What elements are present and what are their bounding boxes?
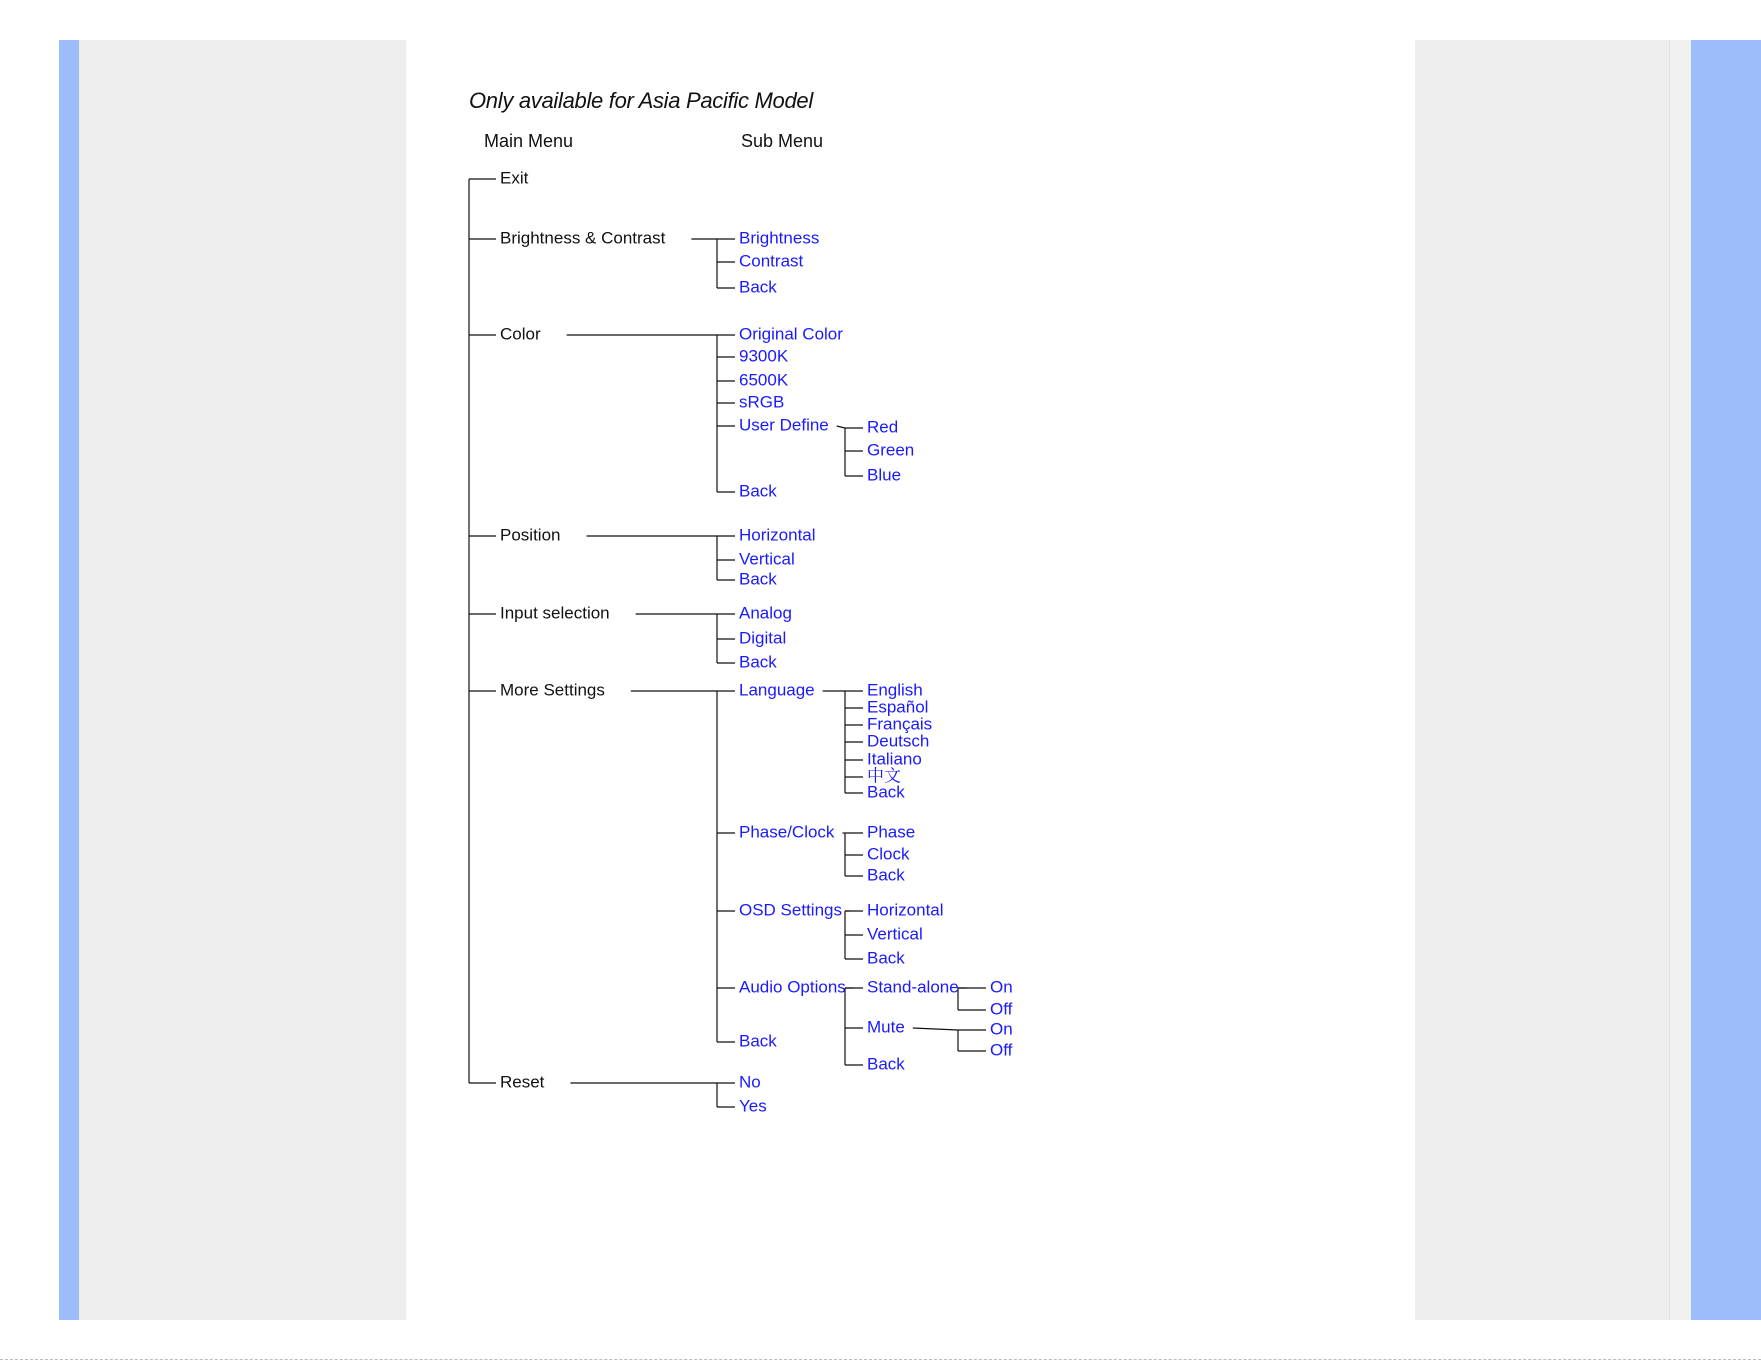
sub-menu-item-back[interactable]: Back <box>867 948 905 968</box>
sub-menu-item-contrast[interactable]: Contrast <box>739 251 804 271</box>
sub-menu-item-yes[interactable]: Yes <box>739 1096 767 1116</box>
sub-menu-item-stand-alone[interactable]: Stand-alone <box>867 977 959 997</box>
main-menu-item-position[interactable]: Position <box>500 525 561 545</box>
sub-menu-item-back[interactable]: Back <box>739 277 777 297</box>
sub-menu-item-digital[interactable]: Digital <box>739 628 787 648</box>
connector <box>837 426 845 428</box>
sub-menu-item-brightness[interactable]: Brightness <box>739 228 820 248</box>
sub-menu-item-back[interactable]: Back <box>739 569 777 589</box>
sub-menu-item-9300k[interactable]: 9300K <box>739 346 789 366</box>
sub-menu-item-audio-options[interactable]: Audio Options <box>739 977 846 997</box>
sub-menu-item-español[interactable]: Español <box>867 697 929 717</box>
sub-menu-item-clock[interactable]: Clock <box>867 844 910 864</box>
sub-menu-item-phase[interactable]: Phase <box>867 822 916 842</box>
sub-menu-item-off[interactable]: Off <box>990 1040 1013 1060</box>
sub-menu-item-language[interactable]: Language <box>739 680 815 700</box>
sub-menu-item-on[interactable]: On <box>990 1019 1013 1039</box>
main-menu-item-color[interactable]: Color <box>500 324 541 344</box>
sub-menu-item-back[interactable]: Back <box>739 1031 777 1051</box>
sub-menu-item-français[interactable]: Français <box>867 714 933 734</box>
main-menu-item-brightness-contrast[interactable]: Brightness & Contrast <box>500 228 666 248</box>
sub-menu-item-user-define[interactable]: User Define <box>739 415 829 435</box>
sub-menu-item-horizontal[interactable]: Horizontal <box>739 525 816 545</box>
sub-menu-item-back[interactable]: Back <box>739 481 777 501</box>
main-menu-item-exit[interactable]: Exit <box>500 168 529 188</box>
sub-menu-item-blue[interactable]: Blue <box>867 465 902 485</box>
sub-menu-item-back[interactable]: Back <box>739 652 777 672</box>
sub-menu-item-6500k[interactable]: 6500K <box>739 370 789 390</box>
sub-menu-item-red[interactable]: Red <box>867 417 899 437</box>
sub-menu-item-off[interactable]: Off <box>990 999 1013 1019</box>
sub-menu-item-back[interactable]: Back <box>867 782 905 802</box>
connector <box>913 1028 958 1030</box>
sub-menu-item-on[interactable]: On <box>990 977 1013 997</box>
sub-menu-item-vertical[interactable]: Vertical <box>867 924 923 944</box>
main-menu-item-more-settings[interactable]: More Settings <box>500 680 605 700</box>
sub-menu-item-deutsch[interactable]: Deutsch <box>867 731 930 751</box>
sub-menu-item-phase-clock[interactable]: Phase/Clock <box>739 822 835 842</box>
sub-menu-item-srgb[interactable]: sRGB <box>739 392 785 412</box>
main-menu-item-input-selection[interactable]: Input selection <box>500 603 610 623</box>
sub-menu-item-vertical[interactable]: Vertical <box>739 549 795 569</box>
sub-menu-item-osd-settings[interactable]: OSD Settings <box>739 900 842 920</box>
sub-menu-item-中文[interactable]: 中文 <box>867 766 901 786</box>
sub-menu-item-english[interactable]: English <box>867 680 923 700</box>
sub-menu-item-back[interactable]: Back <box>867 1054 905 1074</box>
main-menu-item-reset[interactable]: Reset <box>500 1072 545 1092</box>
sub-menu-item-analog[interactable]: Analog <box>739 603 792 623</box>
sub-menu-item-green[interactable]: Green <box>867 440 915 460</box>
main-menu-column-header: Main Menu <box>484 131 574 151</box>
sub-menu-item-original-color[interactable]: Original Color <box>739 324 843 344</box>
page-heading: Only available for Asia Pacific Model <box>469 88 813 113</box>
sub-menu-column-header: Sub Menu <box>741 131 824 151</box>
sub-menu-item-back[interactable]: Back <box>867 865 905 885</box>
sub-menu-item-italiano[interactable]: Italiano <box>867 749 922 769</box>
sub-menu-item-no[interactable]: No <box>739 1072 761 1092</box>
sub-menu-item-horizontal[interactable]: Horizontal <box>867 900 944 920</box>
sub-menu-item-mute[interactable]: Mute <box>867 1017 905 1037</box>
